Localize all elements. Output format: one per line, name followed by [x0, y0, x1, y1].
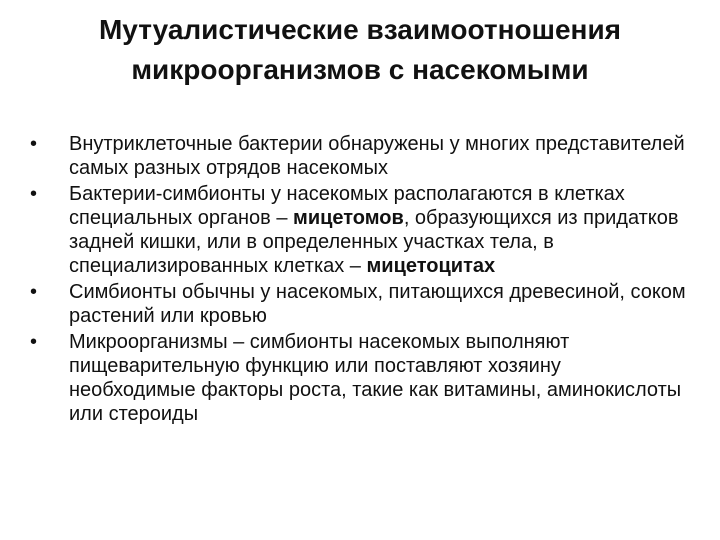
bullet-icon: • [30, 133, 38, 155]
slide-title-line-1: Мутуалистические взаимоотношения [98, 14, 622, 45]
bullet-item [28, 280, 688, 328]
bullet-text: Симбионты обычны у насекомых, питающихся древесиной, соком растений или кровью [69, 281, 686, 327]
bullet-item [28, 132, 688, 180]
bullet-bold-term: мицетомов [293, 207, 404, 229]
bullet-list [28, 132, 688, 428]
bullet-text: , образующихся из придатков задней кишки, или в определенных участках тела, в специализированных клетках – [69, 207, 679, 277]
bullet-icon: • [30, 183, 38, 205]
bullet-item [28, 330, 688, 426]
bullet-icon: • [30, 281, 38, 303]
bullet-bold-term: мицетоцитах [366, 255, 496, 277]
bullet-text: Микроорганизмы – симбионты насекомых выполняют пищеварительную функцию или поставляют хозяину необходимые факторы роста, такие как витамины, аминокислоты или стероиды [69, 331, 682, 425]
bullet-text: Внутриклеточные бактерии обнаружены у многих представителей самых разных отрядов насекомых [69, 133, 685, 179]
bullet-icon: • [30, 331, 38, 353]
slide-title-line-2: микроорганизмов с насекомыми [131, 54, 589, 85]
slide-title [24, 10, 696, 90]
bullet-item [28, 182, 688, 278]
bullet-text: Бактерии-симбионты у насекомых располагаются в клетках специальных органов – [69, 183, 625, 229]
